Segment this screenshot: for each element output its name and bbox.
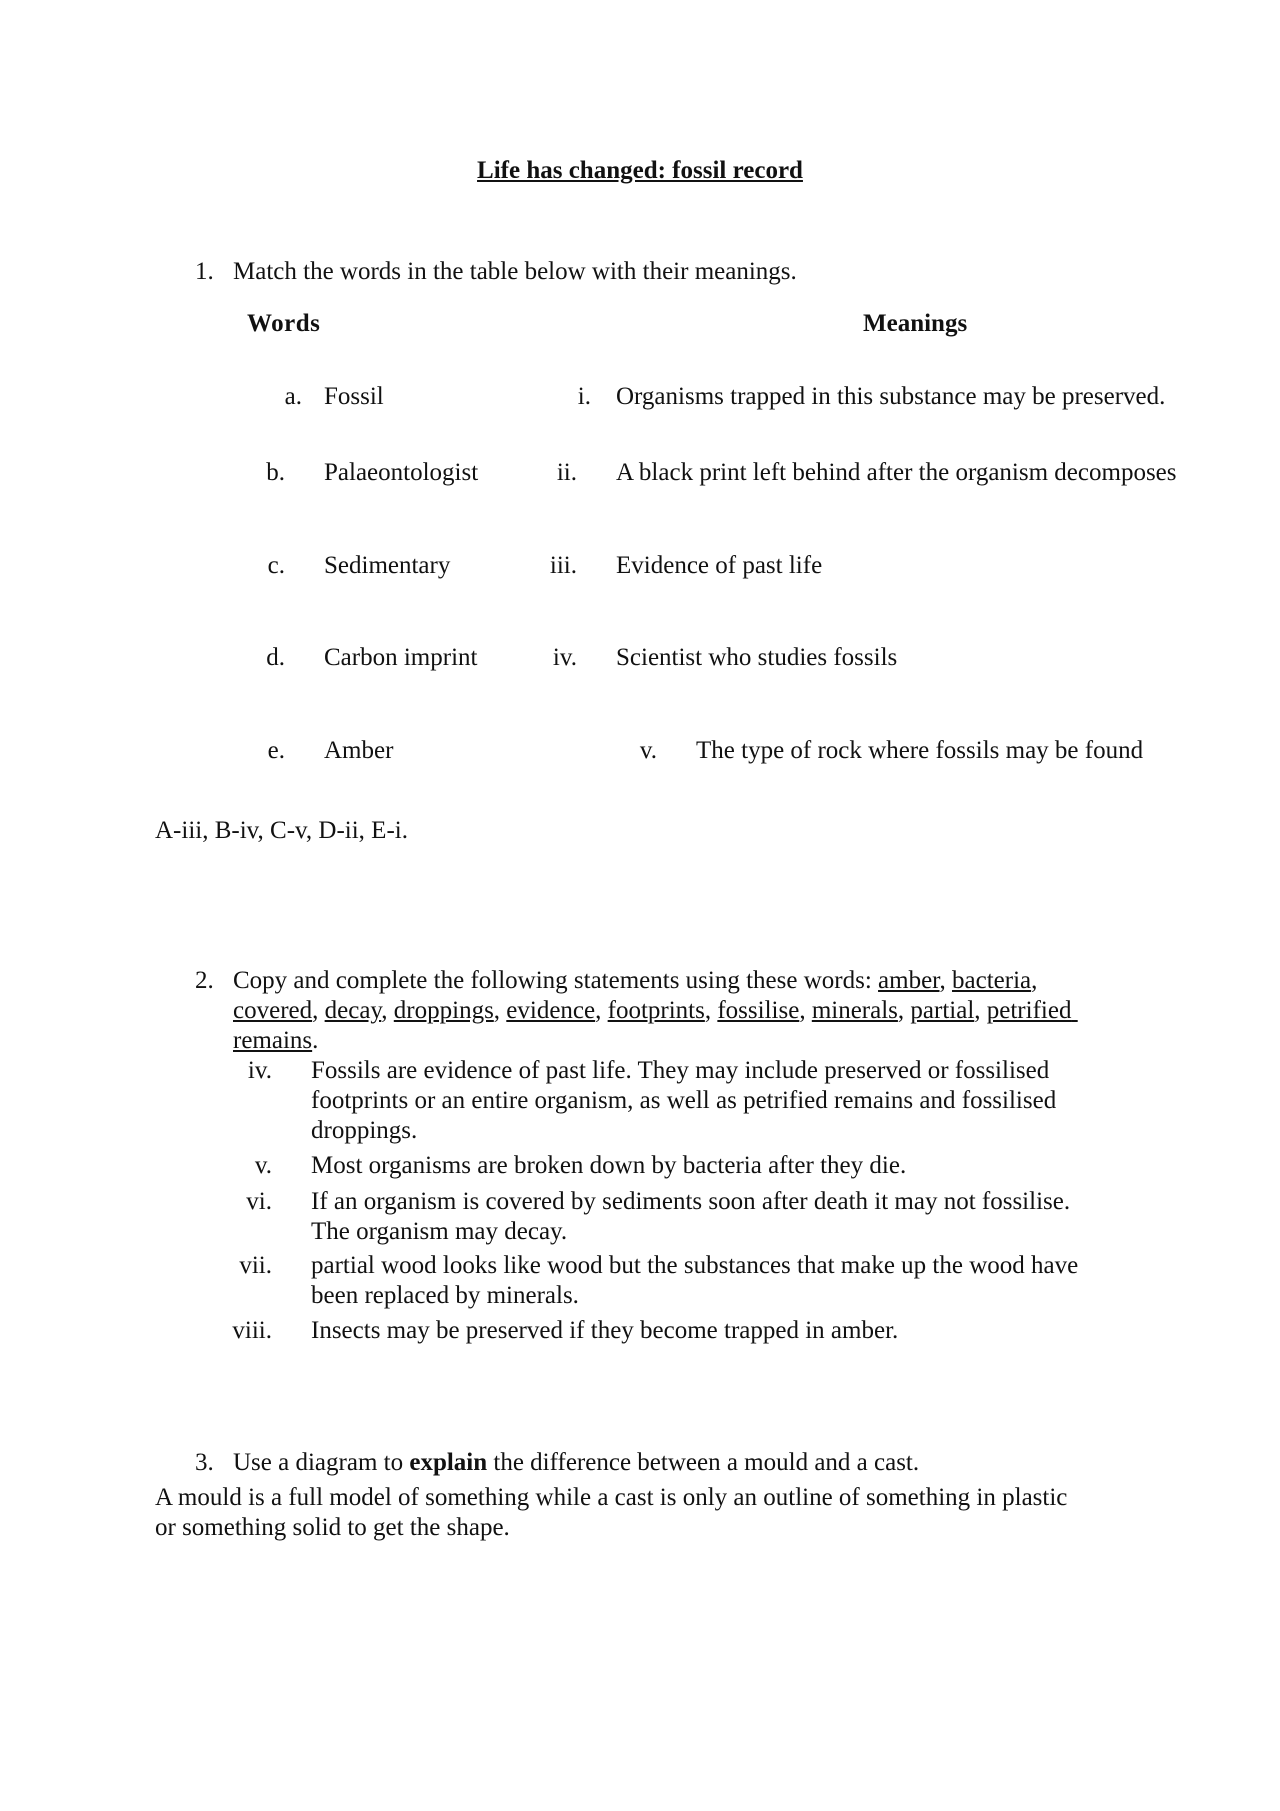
- statement-line: Insects may be preserved if they become trapped in amber.: [311, 1317, 899, 1344]
- question-2-prompt: Copy and complete the following statements using these words:: [233, 967, 879, 994]
- word-text: Carbon imprint: [324, 644, 478, 671]
- word-label: c.: [267, 552, 285, 579]
- word-text: Fossil: [324, 383, 384, 410]
- word-bank-item: fossilise: [717, 997, 800, 1024]
- words-column-header: Words: [247, 310, 321, 337]
- page-title: Life has changed: fossil record: [477, 157, 803, 184]
- question-1-number: 1.: [195, 258, 214, 285]
- meaning-text: A black print left behind after the organism decomposes: [616, 459, 1177, 486]
- word-text: Palaeontologist: [324, 459, 479, 486]
- question-3-answer-line: or something solid to get the shape.: [155, 1514, 510, 1541]
- statement-line: The organism may decay.: [311, 1218, 568, 1245]
- word-bank-item: covered: [233, 997, 313, 1024]
- question-3-answer-line: A mould is a full model of something while a cast is only an outline of something in plastic: [155, 1484, 1068, 1511]
- question-1-prompt: Match the words in the table below with their meanings.: [233, 258, 797, 285]
- word-bank-item: droppings: [393, 997, 494, 1024]
- question-3-prompt-end: the difference between a mould and a cast.: [487, 1449, 920, 1476]
- question-3-keyword: explain: [409, 1449, 488, 1476]
- meaning-label: v.: [639, 737, 657, 764]
- word-bank-item: footprints: [607, 997, 705, 1024]
- statement-line: If an organism is covered by sediments soon after death it may not fossilise.: [311, 1188, 1071, 1215]
- word-bank-item: petrified: [986, 997, 1072, 1024]
- statement-label: viii.: [232, 1317, 272, 1344]
- word-bank-item: remains: [233, 1027, 313, 1054]
- word-bank-item: evidence: [506, 997, 596, 1024]
- word-text: Sedimentary: [324, 552, 451, 579]
- statement-line: been replaced by minerals.: [311, 1282, 579, 1309]
- question-2-prompt-line: Copy and complete the following statements using these words: amber, bacteria,: [233, 967, 1038, 994]
- meaning-label: iv.: [552, 644, 577, 671]
- meaning-text: The type of rock where fossils may be found: [696, 737, 1144, 764]
- statement-label: vii.: [239, 1252, 272, 1279]
- meaning-text: Scientist who studies fossils: [616, 644, 898, 671]
- statement-line: Most organisms are broken down by bacteria after they die.: [311, 1152, 907, 1179]
- word-label: d.: [266, 644, 285, 671]
- word-label: a.: [284, 383, 302, 410]
- statement-line: footprints or an entire organism, as well as petrified remains and fossilised: [311, 1087, 1057, 1114]
- question-3-prompt-start: Use a diagram to: [233, 1449, 410, 1476]
- word-bank-item: amber: [878, 967, 940, 994]
- word-bank-item: minerals: [811, 997, 898, 1024]
- question-3-prompt: [233, 1450, 919, 1475]
- word-bank-item: decay: [324, 997, 382, 1024]
- word-bank-item: bacteria: [952, 967, 1032, 994]
- word-text: Amber: [324, 737, 394, 764]
- meaning-text: Evidence of past life: [616, 552, 823, 579]
- meaning-text: Organisms trapped in this substance may be preserved.: [616, 383, 1166, 410]
- meaning-label: ii.: [556, 459, 577, 486]
- statement-line: partial wood looks like wood but the substances that make up the wood have: [311, 1252, 1079, 1279]
- statement-line: droppings.: [311, 1117, 418, 1144]
- question-2-number: 2.: [195, 967, 214, 994]
- meaning-label: iii.: [549, 552, 577, 579]
- question-2-prompt-line: remains.: [233, 1027, 319, 1054]
- statement-label: iv.: [247, 1057, 272, 1084]
- word-label: e.: [267, 737, 285, 764]
- meaning-label: i.: [577, 383, 591, 410]
- word-bank-item: partial: [910, 997, 975, 1024]
- statement-line: Fossils are evidence of past life. They may include preserved or fossilised: [311, 1057, 1050, 1084]
- question-2-prompt-line: covered, decay, droppings, evidence, footprints, fossilise, minerals, partial, petrified: [233, 997, 1072, 1024]
- statement-label: v.: [254, 1152, 272, 1179]
- question-1-answer: A-iii, B-iv, C-v, D-ii, E-i.: [155, 817, 408, 844]
- meanings-column-header: Meanings: [863, 310, 968, 337]
- question-3-number: 3.: [195, 1449, 214, 1476]
- statement-label: vi.: [246, 1188, 272, 1215]
- word-label: b.: [266, 459, 285, 486]
